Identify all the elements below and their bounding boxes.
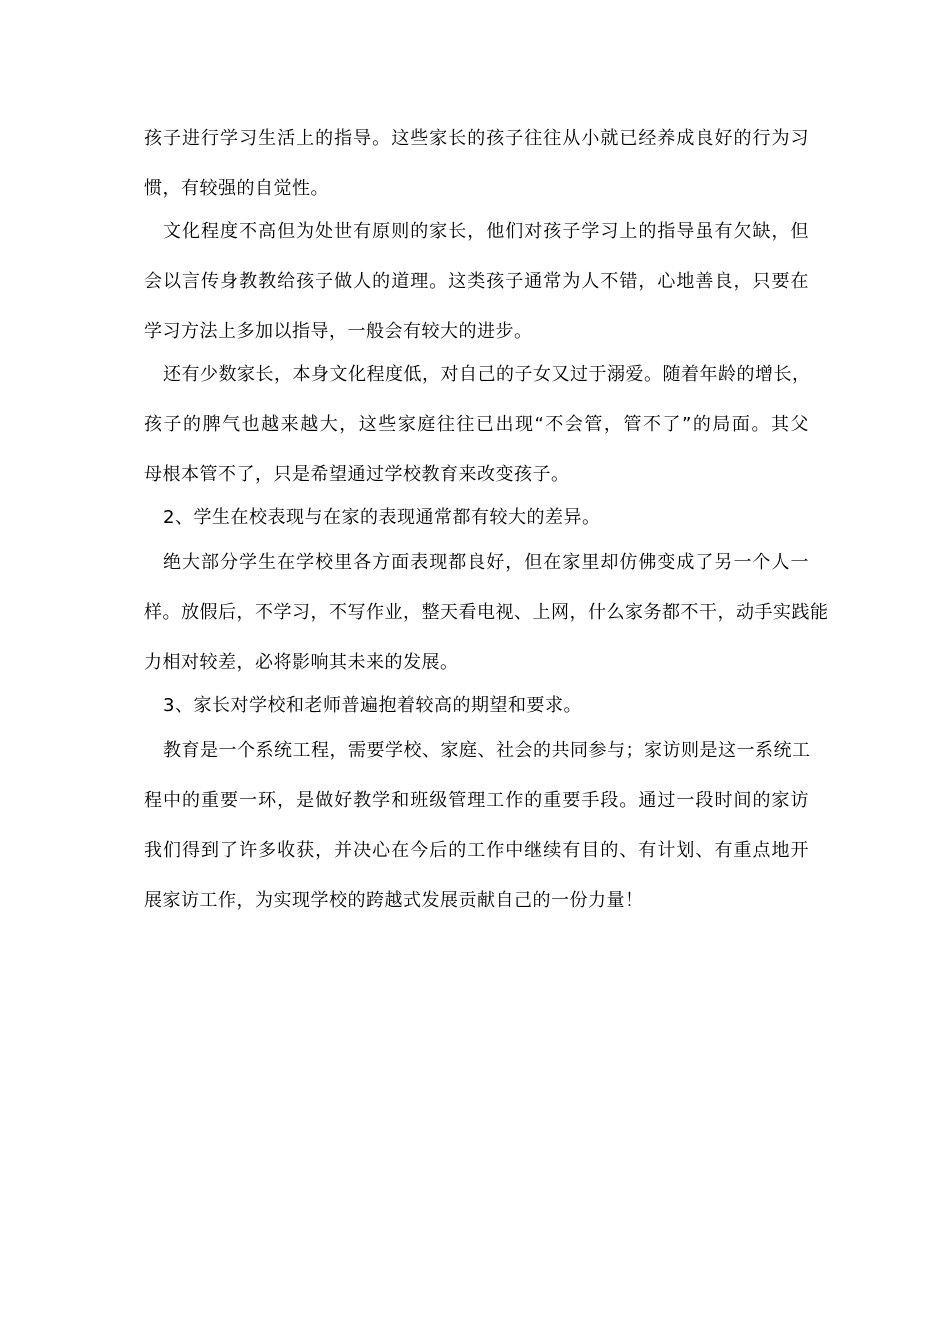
- text-line: 学习方法上多加以指导，一般会有较大的进步。: [144, 321, 533, 342]
- text-line: 样。放假后，不学习，不写作业，整天看电视、上网，什么家务都不干，动手实践能: [144, 602, 829, 623]
- text-line: 力相对较差，必将影响其未来的发展。: [144, 652, 459, 673]
- text-line: 展家访工作，为实现学校的跨越式发展贡献自己的一份力量！: [144, 890, 644, 911]
- text-line: 会以言传身教教给孩子做人的道理。这类孩子通常为人不错，心地善良，只要在: [144, 271, 809, 292]
- section-heading: 2、学生在校表现与在家的表现通常都有较大的差异。: [163, 507, 601, 528]
- text-line: 还有少数家长，本身文化程度低，对自己的子女又过于溺爱。随着年龄的增长，: [163, 364, 811, 385]
- text-line: 惯，有较强的自觉性。: [144, 178, 329, 199]
- text-line: 母根本管不了，只是希望通过学校教育来改变孩子。: [144, 464, 570, 485]
- text-line: 孩子的脾气也越来越大，这些家庭往往已出现“不会管，管不了”的局面。其父: [144, 414, 809, 435]
- text-line: 我们得到了许多收获，并决心在今后的工作中继续有目的、有计划、有重点地开: [144, 840, 809, 861]
- text-line: 程中的重要一环，是做好教学和班级管理工作的重要手段。通过一段时间的家访: [144, 790, 809, 811]
- text-line: 教育是一个系统工程，需要学校、家庭、社会的共同参与；家访则是这一系统工: [163, 740, 811, 761]
- text-line: 孩子进行学习生活上的指导。这些家长的孩子往往从小就已经养成良好的行为习: [144, 128, 809, 149]
- text-line: 文化程度不高但为处世有原则的家长，他们对孩子学习上的指导虽有欠缺，但: [144, 221, 809, 242]
- section-heading: 3、家长对学校和老师普遍抱着较高的期望和要求。: [163, 695, 582, 716]
- text-line: 绝大部分学生在学校里各方面表现都良好，但在家里却仿佛变成了另一个人一: [163, 552, 809, 573]
